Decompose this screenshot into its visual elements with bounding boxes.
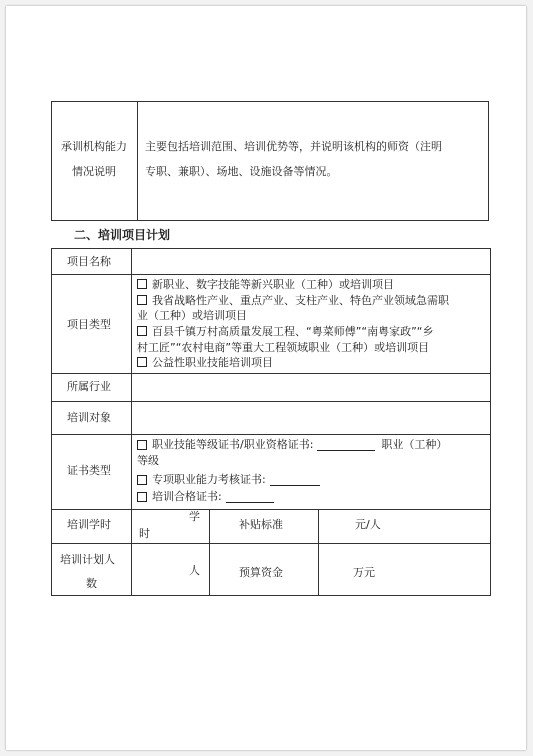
- capability-desc-line2: 专职、兼职）、场地、设施设备等情况。: [145, 165, 338, 178]
- hours-unit-2: 时: [139, 527, 150, 540]
- project-type-label: 项目类型: [67, 318, 111, 331]
- cert-option-training-pass[interactable]: 培训合格证书:: [137, 490, 274, 504]
- checkbox-icon[interactable]: [137, 440, 147, 450]
- budget-label: 预算资金: [239, 566, 283, 579]
- type-option-strategic-industry[interactable]: 我省战略性产业、重点产业、支柱产业、特色产业领域急需职: [137, 294, 449, 308]
- capability-box: [51, 101, 489, 221]
- type-option-public-welfare[interactable]: 公益性职业技能培训项目: [137, 356, 273, 370]
- plan-count-unit: 人: [189, 564, 200, 577]
- target-field[interactable]: [136, 411, 486, 425]
- checkbox-icon[interactable]: [137, 295, 147, 305]
- budget-unit: 万元: [353, 566, 375, 579]
- cert-option-skill-level[interactable]: 职业技能等级证书/职业资格证书: 职业（工种）: [137, 438, 447, 452]
- plan-count-label-1: 培训计划人: [60, 553, 115, 566]
- project-name-label: 项目名称: [67, 255, 111, 268]
- type-option-new-occupation[interactable]: 新职业、数字技能等新兴职业（工种）或培训项目: [137, 278, 394, 292]
- industry-label: 所属行业: [67, 380, 111, 393]
- checkbox-icon[interactable]: [137, 357, 147, 367]
- cert-type-label: 证书类型: [67, 464, 111, 477]
- checkbox-icon[interactable]: [137, 475, 147, 485]
- type-option-strategic-industry-cont: 业（工种）或培训项目: [137, 309, 247, 322]
- industry-field[interactable]: [136, 380, 486, 394]
- skill-cert-blank[interactable]: [317, 440, 375, 451]
- subsidy-label: 补贴标准: [239, 518, 283, 531]
- training-cert-blank[interactable]: [226, 492, 274, 503]
- type-option-major-project[interactable]: 百县千镇万村高质量发展工程、“粤菜师傅”“南粤家政”“乡: [137, 325, 434, 339]
- capability-desc-line1: 主要包括培训范围、培训优势等，并说明该机构的师资（注明: [145, 140, 442, 153]
- hours-label: 培训学时: [67, 518, 111, 531]
- cert-option-special-ability[interactable]: 专项职业能力考核证书:: [137, 473, 320, 487]
- type-option-major-project-cont: 村工匠”“农村电商”等重大工程领域职业（工种）或培训项目: [137, 341, 430, 354]
- plan-count-label-2: 数: [86, 577, 97, 590]
- target-label: 培训对象: [67, 411, 111, 424]
- special-cert-blank[interactable]: [270, 475, 320, 486]
- document-page: [6, 6, 526, 750]
- subsidy-unit: 元/人: [355, 518, 381, 531]
- checkbox-icon[interactable]: [137, 326, 147, 336]
- checkbox-icon[interactable]: [137, 279, 147, 289]
- capability-label-line1: 承训机构能力: [61, 140, 127, 153]
- checkbox-icon[interactable]: [137, 492, 147, 502]
- cert-option-level-word: 等级: [137, 454, 159, 467]
- section-title: 二、培训项目计划: [74, 228, 171, 242]
- hours-unit-1: 学: [189, 510, 200, 523]
- capability-label-line2: 情况说明: [72, 165, 116, 178]
- project-name-field[interactable]: [136, 255, 486, 269]
